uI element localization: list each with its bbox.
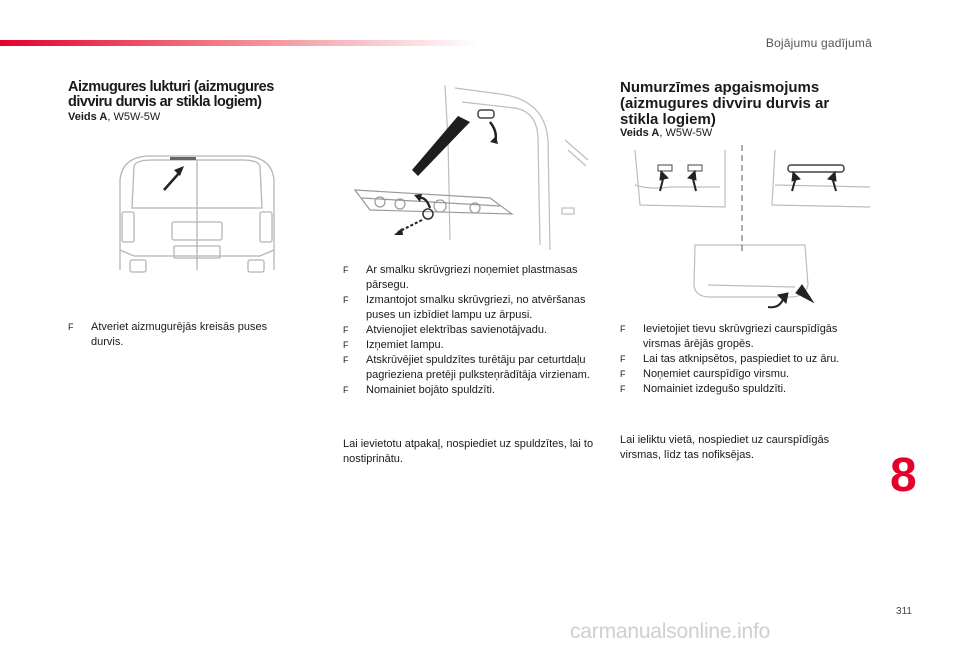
- right-steps-list: [620, 322, 870, 397]
- step-text: Lai tas atknipsētos, paspiediet to uz āru.: [643, 353, 840, 365]
- right-step-3: [620, 367, 870, 382]
- rear-lamp-removal-illustration: [340, 80, 590, 255]
- right-heading: Numurzīmes apgaismojums (aizmugures divviru durvis ar stikla logiem): [620, 79, 830, 128]
- right-step-4: [620, 382, 870, 397]
- left-heading: Aizmugures lukturi (aizmugures divviru durvis ar stikla logiem): [68, 79, 274, 110]
- middle-step-1: [343, 263, 601, 293]
- step-text: Nomainiet izdegušo spuldzīti.: [643, 383, 787, 395]
- middle-step-4: [343, 338, 601, 353]
- bullet-icon: F: [343, 340, 349, 350]
- left-variant-label: Veids A: [68, 111, 108, 123]
- van-rear-illustration: [112, 150, 282, 275]
- bullet-icon: F: [343, 265, 349, 275]
- step-text: Ar smalku skrūvgriezi noņemiet plastmasas pārsegu.: [366, 264, 578, 291]
- bullet-icon: F: [343, 385, 349, 395]
- step-text: Noņemiet caurspīdīgo virsmu.: [643, 368, 790, 380]
- bullet-icon: F: [343, 295, 349, 305]
- bullet-icon: F: [620, 384, 626, 394]
- middle-steps-list: [343, 263, 601, 398]
- left-steps-list: [68, 320, 298, 350]
- bullet-icon: F: [343, 355, 349, 365]
- step-text: Izņemiet lampu.: [366, 339, 444, 351]
- right-step-2: [620, 352, 870, 367]
- bullet-icon: F: [620, 354, 626, 364]
- license-plate-lamp-illustration: [630, 145, 875, 310]
- middle-step-2: [343, 293, 601, 323]
- right-variant: [620, 127, 712, 139]
- left-variant-value: , W5W-5W: [107, 111, 161, 123]
- left-variant: [68, 111, 160, 123]
- header-accent-bar: [0, 40, 480, 46]
- step-text: Atveriet aizmugurējās kreisās puses durvis.: [91, 321, 268, 348]
- middle-step-6: [343, 383, 601, 398]
- chapter-number: 8: [890, 449, 917, 502]
- middle-step-3: [343, 323, 601, 338]
- bullet-icon: F: [620, 324, 626, 334]
- step-text: Nomainiet bojāto spuldzīti.: [366, 384, 496, 396]
- middle-step-5: [343, 353, 601, 383]
- left-step-1: [68, 320, 298, 350]
- step-text: Atskrūvējiet spuldzītes turētāju par ceturtdaļu pagrieziena pretēji pulksteņrādītāja virzienam.: [366, 354, 590, 381]
- section-title: Bojājumu gadījumā: [765, 36, 872, 50]
- bullet-icon: F: [343, 325, 349, 335]
- right-step-1: [620, 322, 870, 352]
- right-variant-label: Veids A: [620, 127, 660, 139]
- watermark: carmanualsonline.info: [570, 620, 771, 643]
- page-number: 311: [896, 606, 912, 617]
- bullet-icon: F: [620, 369, 626, 379]
- middle-note: Lai ievietotu atpakaļ, nospiediet uz spuldzītes, lai to nostiprinātu.: [343, 438, 594, 465]
- step-text: Izmantojot smalku skrūvgriezi, no atvēršanas puses un izbīdiet lampu uz ārpusi.: [366, 294, 586, 321]
- right-note: Lai ieliktu vietā, nospiediet uz caurspīdīgās virsmas, līdz tas nofiksējas.: [620, 434, 830, 461]
- right-variant-value: , W5W-5W: [659, 127, 713, 139]
- step-text: Atvienojiet elektrības savienotājvadu.: [366, 324, 547, 336]
- bullet-icon: F: [68, 322, 74, 332]
- step-text: Ievietojiet tievu skrūvgriezi caurspīdīgās virsmas ārējās gropēs.: [643, 323, 838, 350]
